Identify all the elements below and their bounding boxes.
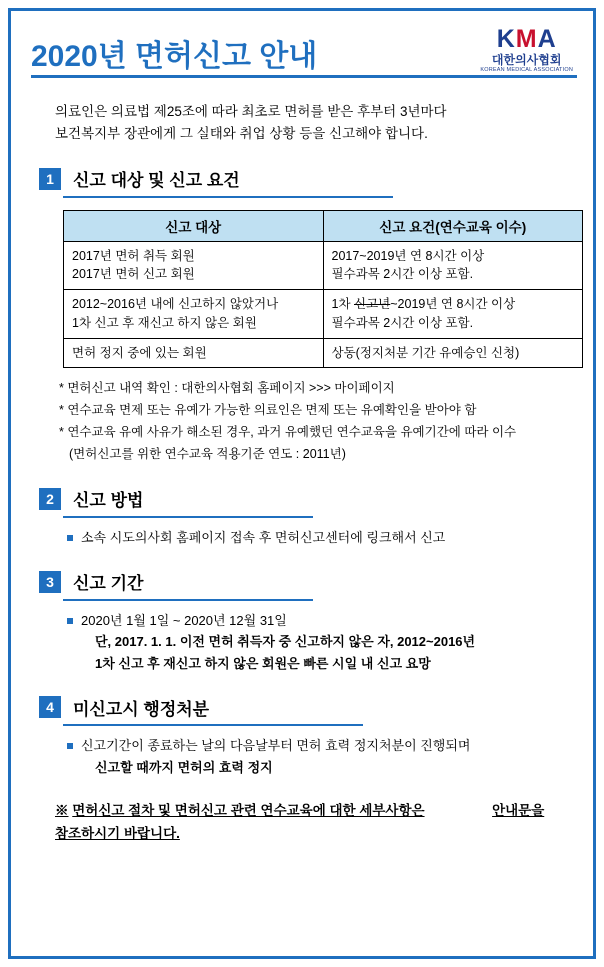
section-1-heading [31, 166, 573, 192]
cell-req-2-line2: 필수과목 2시간 이상 포함. [331, 315, 474, 330]
intro-line-2: 보건복지부 장관에게 그 실태와 취업 상황 등을 신고해야 합니다. [55, 126, 428, 142]
note-4: (면허신고를 위한 연수교육 적용기준 연도 : 2011년) [69, 446, 346, 461]
square-bullet-icon [67, 535, 73, 541]
bullet-4-1-sub-1: 신고할 때까지 면허의 효력 정지 [95, 760, 273, 776]
page-title: 2020년 면허신고 안내 [31, 40, 318, 73]
section-2 [31, 486, 573, 549]
title-underline [31, 75, 577, 78]
section-1-rule [63, 196, 393, 198]
intro-line-1: 의료인은 의료법 제25조에 따라 최초로 면허를 받은 후부터 3년마다 [55, 104, 447, 119]
cell-req-1-line1: 2017~2019년 연 8시간 이상 [331, 248, 485, 263]
cell-req-2-line1 [332, 295, 575, 314]
bullet-4-1-main: 신고기간이 종료하는 날의 다음날부터 면허 효력 정지처분이 진행되며 [81, 738, 471, 754]
section-4 [31, 694, 573, 778]
cell-req-1-line2: 필수과목 2시간 이상 포함. [331, 267, 474, 282]
cell-target-1 [64, 241, 324, 290]
poster-border [8, 8, 596, 959]
table-row [64, 338, 583, 368]
square-bullet-icon [67, 743, 73, 749]
section-2-rule [63, 516, 313, 518]
cell-target-2-line1: 2012~2016년 내에 신고하지 않았거나 [72, 297, 279, 312]
bullet-3-1-main: 2020년 1월 1일 ~ 2020년 12월 31일 [81, 612, 287, 628]
bullet-text-4-1 [81, 736, 573, 778]
cell-target-2-line2: 1차 신고 후 재신고 하지 않은 회원 [72, 315, 257, 330]
section-4-number: 4 [39, 696, 61, 718]
section-3-number: 3 [39, 571, 61, 593]
section-4-bullets [67, 736, 573, 778]
logo-letter-a: A [537, 25, 557, 53]
note-2: * 연수교육 면제 또는 유예가 가능한 의료인은 면제 또는 유예확인을 받아야 함 [59, 403, 477, 418]
cell-req-3: 상동(정지처분 기간 유예승인 신청) [323, 338, 583, 368]
footnote [55, 800, 573, 846]
section-4-heading [31, 694, 573, 720]
section-2-number: 2 [39, 488, 61, 510]
footnote-text-c: 참조하시기 바랍니다. [55, 826, 180, 842]
kma-logo [480, 27, 573, 74]
section-2-bullets [67, 528, 573, 549]
logo-initials [480, 27, 573, 52]
section-4-title: 미신고시 행정처분 [73, 699, 210, 719]
footnote-text-b: 안내문을 [492, 803, 545, 819]
section-1-notes [59, 378, 573, 466]
bullet-text-3-1 [81, 611, 573, 675]
cell-req-1 [323, 241, 583, 290]
requirements-table [63, 210, 583, 369]
list-item [67, 611, 573, 675]
poster-header [31, 27, 573, 85]
logo-letter-k: K [496, 25, 516, 53]
col-header-requirement: 신고 요건(연수교육 이수) [323, 210, 583, 241]
square-bullet-icon [67, 618, 73, 624]
cell-req-2-strikethrough: 신고년 [354, 297, 391, 312]
logo-letter-m: M [515, 25, 538, 53]
bullet-text-2-1: 소속 시도의사회 홈페이지 접속 후 면허신고센터에 링크해서 신고 [81, 529, 446, 545]
note-3: * 연수교육 유예 사유가 해소된 경우, 과거 유예했던 연수교육을 유예기간에 따라 이수 [59, 425, 517, 440]
footnote-text-a: 면허신고 절차 및 면허신고 관련 연수교육에 대한 세부사항은 [72, 803, 425, 819]
cell-target-1-line2: 2017년 면허 신고 회원 [72, 267, 195, 282]
cell-req-2-suffix: ~2019년 연 8시간 이상 [390, 297, 516, 312]
logo-english-name: KOREAN MEDICAL ASSOCIATION [480, 67, 573, 73]
section-1-title: 신고 대상 및 신고 요건 [73, 171, 240, 191]
cell-target-1-line1: 2017년 면허 취득 회원 [72, 248, 195, 263]
table-row [64, 290, 583, 339]
footnote-mark: ※ [55, 803, 69, 819]
list-item [67, 736, 573, 778]
section-3-bullets [67, 611, 573, 675]
footnote-line-2 [55, 823, 573, 846]
cell-target-3: 면허 정지 중에 있는 회원 [64, 338, 324, 368]
table-header-row [64, 210, 583, 241]
bullet-3-1-sub-2: 1차 신고 후 재신고 하지 않은 회원은 빠른 시일 내 신고 요망 [95, 655, 431, 671]
note-1: * 면허신고 내역 확인 : 대한의사협회 홈페이지 >>> 마이페이지 [59, 381, 395, 396]
bullet-3-1-sub-1: 단, 2017. 1. 1. 이전 면허 취득자 중 신고하지 않은 자, 2012~2016년 [95, 634, 476, 650]
section-4-rule [63, 724, 363, 726]
cell-req-2-prefix: 1차 [331, 297, 354, 312]
logo-korean-name: 대한의사협회 [491, 53, 562, 67]
footnote-line-1 [55, 800, 573, 823]
cell-target-2 [64, 290, 324, 339]
section-2-heading [31, 486, 573, 512]
table-row [64, 241, 583, 290]
section-3-rule [63, 599, 313, 601]
col-header-target: 신고 대상 [64, 210, 324, 241]
intro-paragraph [55, 101, 573, 146]
cell-req-2 [323, 290, 583, 339]
section-2-title: 신고 방법 [73, 491, 144, 511]
list-item [67, 528, 573, 549]
section-1-number: 1 [39, 168, 61, 190]
section-3 [31, 569, 573, 675]
section-3-title: 신고 기간 [73, 574, 144, 594]
section-3-heading [31, 569, 573, 595]
section-1 [31, 166, 573, 466]
